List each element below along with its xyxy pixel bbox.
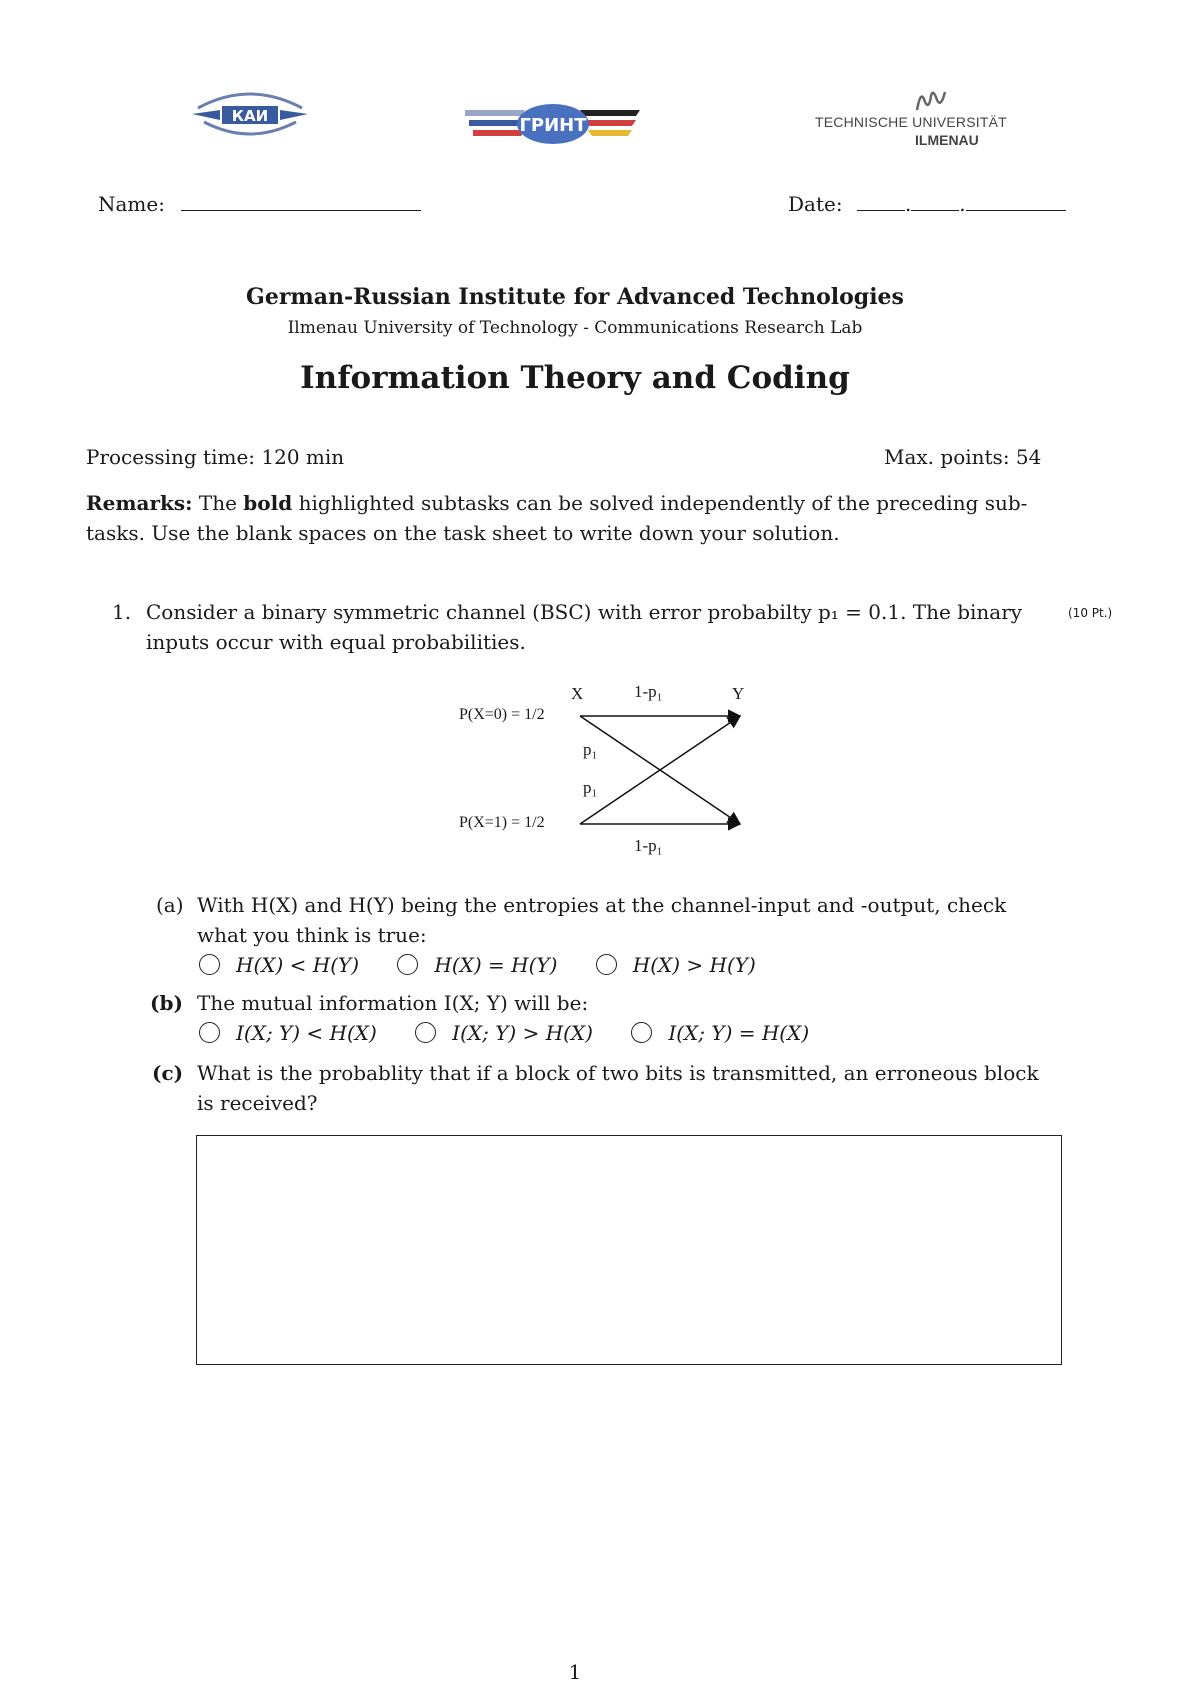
tu-ilmenau-logo [815,84,1015,148]
subtask-a-line2: what you think is true: [197,923,427,947]
date-separator: . [904,192,912,216]
answer-box[interactable] [196,1135,1062,1365]
date-day-line[interactable] [857,209,905,211]
date-month-line[interactable] [911,209,959,211]
name-field[interactable] [98,192,421,216]
option-a3[interactable] [596,950,756,980]
remarks-line2: tasks. Use the blank spaces on the task sheet to write down your solution. [86,521,840,545]
kai-logo-text: КАИ [231,107,269,125]
course-title: Information Theory and Coding [300,360,850,396]
remarks-label: Remarks: [86,491,193,515]
subtask-c-line2: is received? [197,1091,318,1115]
radio-circle[interactable] [631,1022,652,1043]
remarks [86,488,1066,548]
subtask-a-options [199,950,788,980]
date-year-line[interactable] [966,209,1066,211]
subtask-a-line1: With H(X) and H(Y) being the entropies at the channel-input and -output, check [197,893,1007,917]
task1-number: 1. [112,600,132,624]
name-label: Name: [98,192,165,216]
option-a2[interactable] [397,950,557,980]
tu-logo-line1: TECHNISCHE UNIVERSITÄT [815,114,1007,130]
processing-time: Processing time: 120 min [86,445,345,469]
diagram-input0: P(X=0) = 1/2 [459,706,545,723]
option-a1-text: H(X) < H(Y) [236,953,360,977]
subtask-b-label: (b) [150,991,183,1015]
radio-circle[interactable] [397,954,418,975]
max-points: Max. points: 54 [884,445,1042,469]
radio-circle[interactable] [596,954,617,975]
diagram-x-label: X [571,684,584,703]
grint-logo [465,100,640,148]
diagram-y-label: Y [732,684,745,703]
kai-emblem [190,80,310,150]
radio-circle[interactable] [199,954,220,975]
remarks-text-pre: The [198,491,237,515]
subtask-c-label: (c) [152,1061,184,1085]
date-field[interactable] [788,192,1066,216]
date-separator: . [959,192,966,216]
subtask-a-label: (a) [156,893,184,917]
option-b1-text: I(X; Y) < H(X) [236,1021,377,1045]
task1-points: (10 Pt.) [1068,606,1113,620]
university-subtitle: Ilmenau University of Technology - Communications Research Lab [287,318,863,338]
remarks-text-post: highlighted subtasks can be solved independently of the preceding sub- [298,491,1028,515]
option-b2[interactable] [415,1018,593,1048]
diagram-bottom-label: 1-p₁ [634,836,663,855]
diagram-input1: P(X=1) = 1/2 [459,814,545,831]
task1-line1: Consider a binary symmetric channel (BSC) with error probabilty p₁ = 0.1. The binary [146,600,1023,624]
task1-line2: inputs occur with equal probabilities. [146,630,526,654]
page-number: 1 [568,1660,582,1684]
option-a3-text: H(X) > H(Y) [632,953,756,977]
tu-logo-line2: ILMENAU [915,132,979,148]
subtask-c-line1: What is the probablity that if a block of two bits is transmitted, an erroneous block [197,1061,1039,1085]
option-b1[interactable] [199,1018,377,1048]
bsc-arrows [440,672,760,872]
date-label: Date: [788,192,843,216]
subtask-b-line1: The mutual information I(X; Y) will be: [197,991,589,1015]
name-line[interactable] [181,209,421,211]
option-b3[interactable] [631,1018,809,1048]
grint-logo-text: ГРИНТ [519,115,587,136]
radio-circle[interactable] [415,1022,436,1043]
option-a2-text: H(X) = H(Y) [434,953,558,977]
option-b3-text: I(X; Y) = H(X) [668,1021,810,1045]
radio-circle[interactable] [199,1022,220,1043]
grint-emblem [465,100,640,148]
diagram-cross-upper: p₁ [583,740,598,759]
kai-logo [190,80,310,150]
remarks-bold-word: bold [243,491,293,515]
tu-monogram-icon [911,84,951,114]
institute-title: German-Russian Institute for Advanced Technologies [246,284,904,310]
bsc-diagram [440,672,760,872]
option-a1[interactable] [199,950,359,980]
option-b2-text: I(X; Y) > H(X) [452,1021,593,1045]
subtask-b-options [199,1018,841,1048]
diagram-top-label: 1-p₁ [634,682,663,701]
diagram-cross-lower: p₁ [583,778,598,797]
